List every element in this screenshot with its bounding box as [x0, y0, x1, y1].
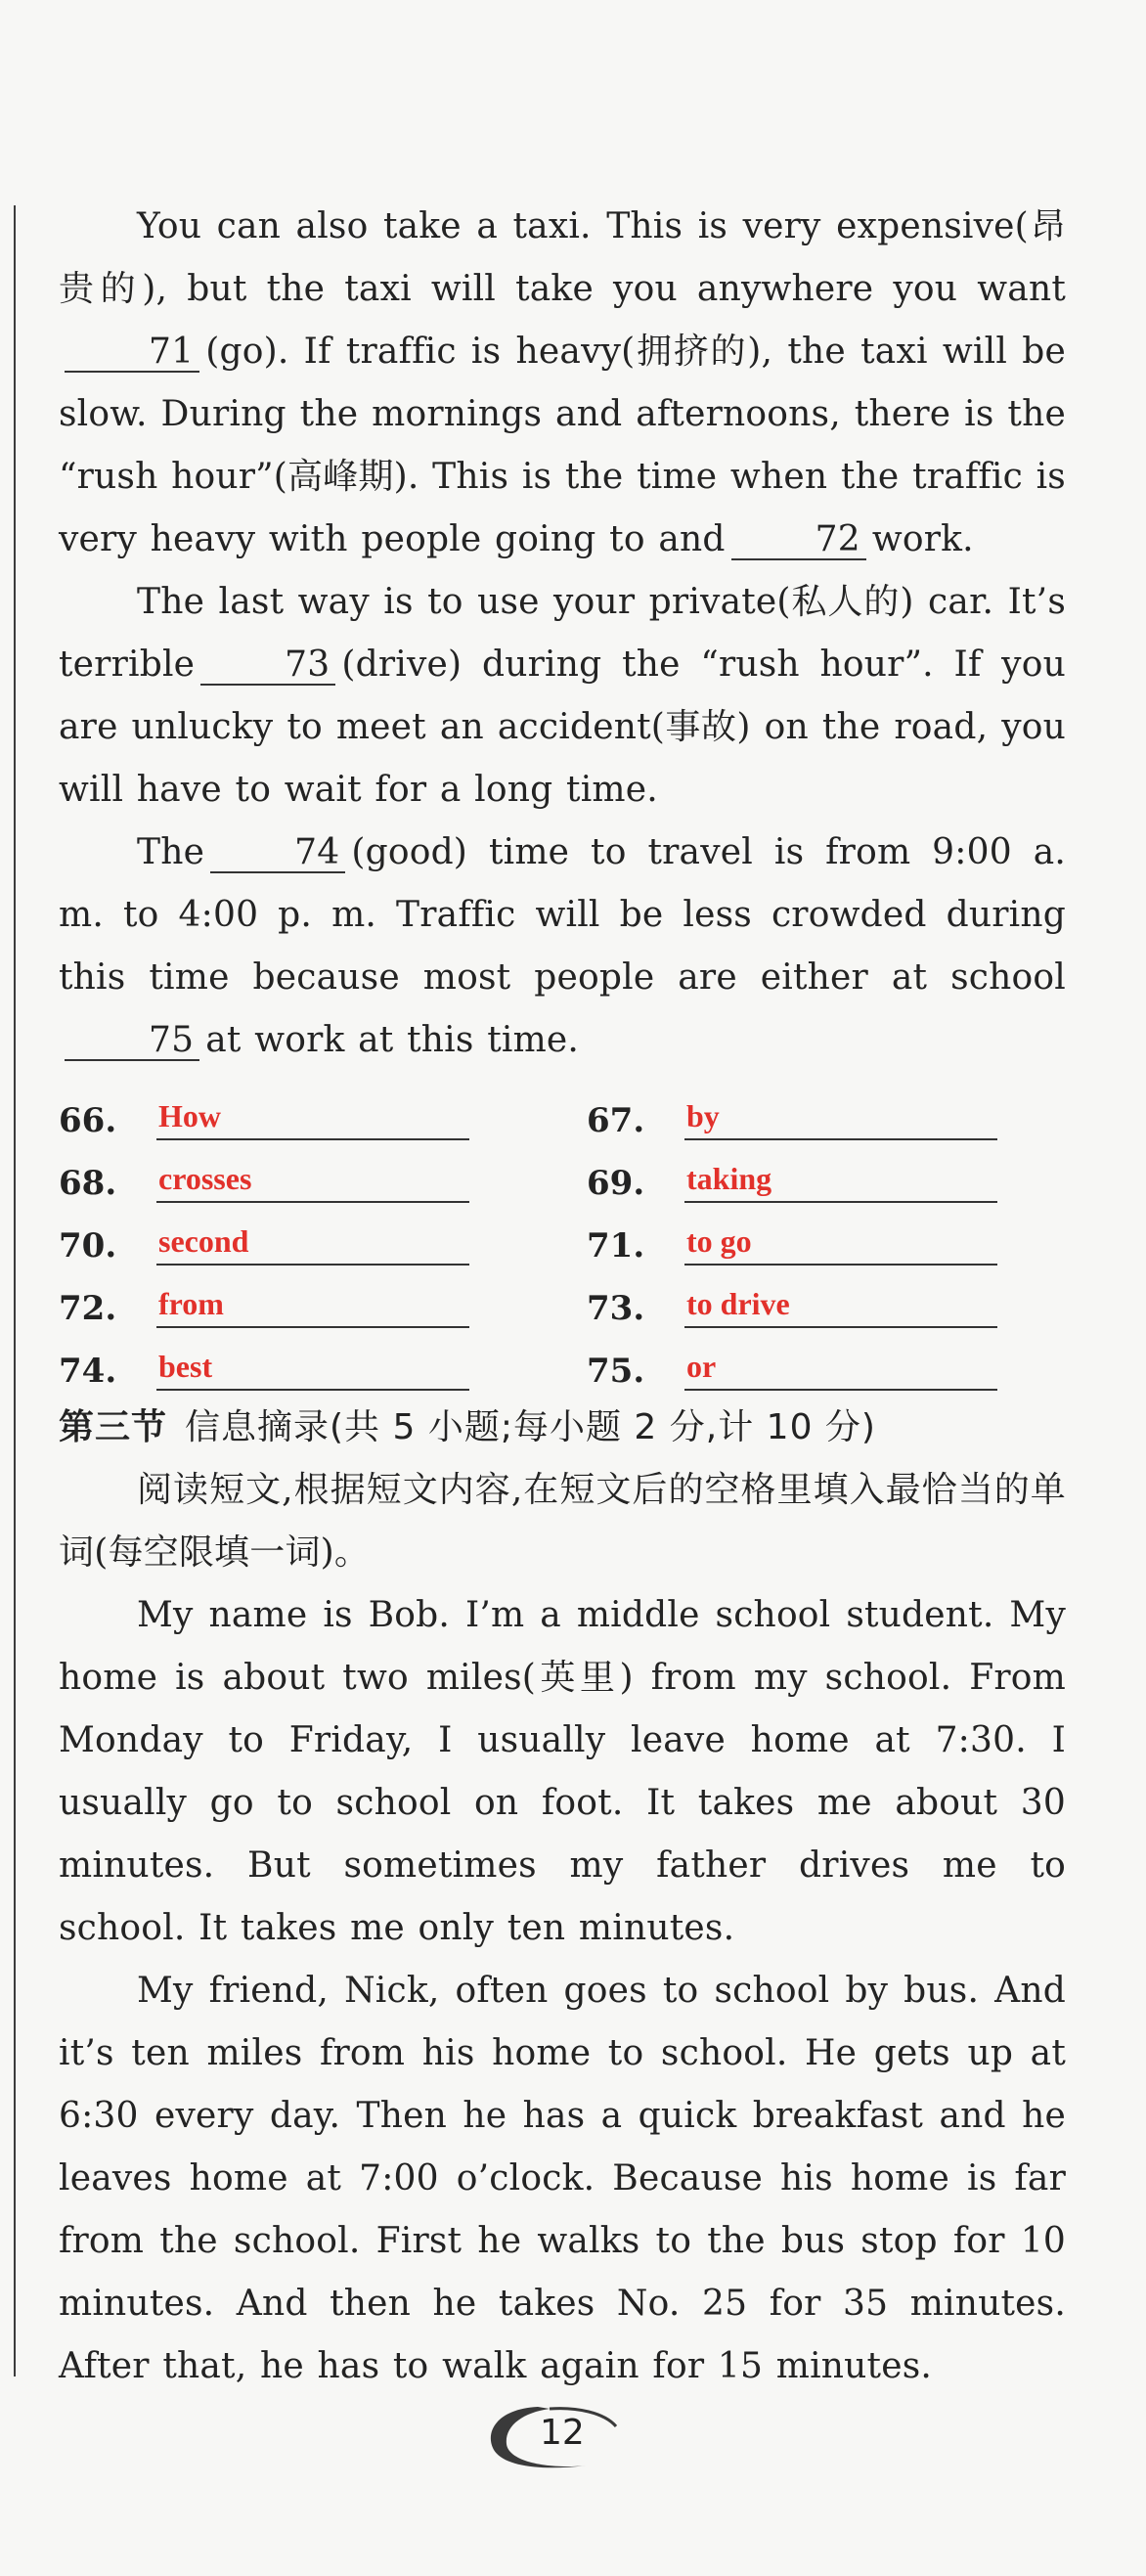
margin-rule: [14, 205, 16, 2376]
answer-item: 71. to go: [587, 1203, 1046, 1266]
answer-item: 70. second: [59, 1203, 587, 1266]
answer-item: 68. crosses: [59, 1140, 587, 1203]
answer-item: 74. best: [59, 1328, 587, 1391]
page-number-badge: [479, 2401, 626, 2475]
worksheet-page: [59, 196, 1066, 2398]
answer-value: taking: [686, 1161, 772, 1196]
page-number: 12: [540, 2413, 585, 2453]
answer-item: 69. taking: [587, 1140, 1046, 1203]
paragraph-bob: My name is Bob. I’m a middle school student. My home is about two miles(英里) from my school. From Monday to Friday, I usually leave home at 7:30. I usually go to school on foot. It takes me about 30 minutes. But sometimes my father drives me to school. It takes me only ten minutes.: [59, 1595, 1066, 1948]
answer-item: 67. by: [587, 1078, 1046, 1140]
answer-value: crosses: [158, 1161, 252, 1196]
paragraph-best-time: The 74 (good) time to travel is from 9:00 a. m. to 4:00 p. m. Traffic will be less crowded during this time because most people are either at school75 at work at this time.: [59, 832, 1066, 1060]
answer-item: 73. to drive: [587, 1266, 1046, 1328]
answer-value: best: [158, 1349, 213, 1384]
answer-item: 72. from: [59, 1266, 587, 1328]
paragraph-nick: My friend, Nick, often goes to school by bus. And it’s ten miles from his home to school. He gets up at 6:30 every day. Then he has a quick breakfast and he leaves home at 7:00 o’clock. Because his home is far from the school. First he walks to the bus stop for 10 minutes. And then he takes No. 25 for 35 minutes. After that, he has to walk again for 15 minutes.: [59, 1971, 1066, 2386]
answer-value: from: [158, 1286, 224, 1321]
answer-value: second: [158, 1223, 249, 1259]
answer-value: or: [686, 1349, 717, 1384]
blank-74: 74: [210, 834, 345, 873]
answer-value: by: [686, 1098, 720, 1133]
answer-value: How: [158, 1098, 221, 1133]
section-instruction: 阅读短文,根据短文内容,在短文后的空格里填入最恰当的单词(每空限填一词)。: [59, 1470, 1066, 1573]
answer-item: 75. or: [587, 1328, 1046, 1391]
paragraph-taxi: You can also take a taxi. This is very expensive(昂贵的), but the taxi will take you anywhere you want71 (go). If traffic is heavy(拥挤的), the taxi will be slow. During the mornings and afternoons, there is the “rush hour”(高峰期). This is the time when the traffic is very heavy with people going to and 72 work.: [59, 206, 1066, 559]
blank-71: 71: [65, 333, 199, 373]
blank-72: 72: [731, 521, 866, 560]
paragraph-private-car: The last way is to use your private(私人的) car. It’s terrible 73 (drive) during the “rush hour”. If you are unlucky to meet an accident(事故) on the road, you will have to wait for a long time.: [59, 582, 1066, 810]
answer-grid: [59, 1078, 1066, 1391]
answer-value: to go: [686, 1223, 752, 1259]
section-heading: 第三节 信息摘录(共 5 小题;每小题 2 分,计 10 分): [59, 1407, 876, 1447]
answer-value: to drive: [686, 1286, 790, 1321]
answer-item: 66. How: [59, 1078, 587, 1140]
blank-73: 73: [200, 646, 335, 686]
blank-75: 75: [65, 1022, 199, 1061]
